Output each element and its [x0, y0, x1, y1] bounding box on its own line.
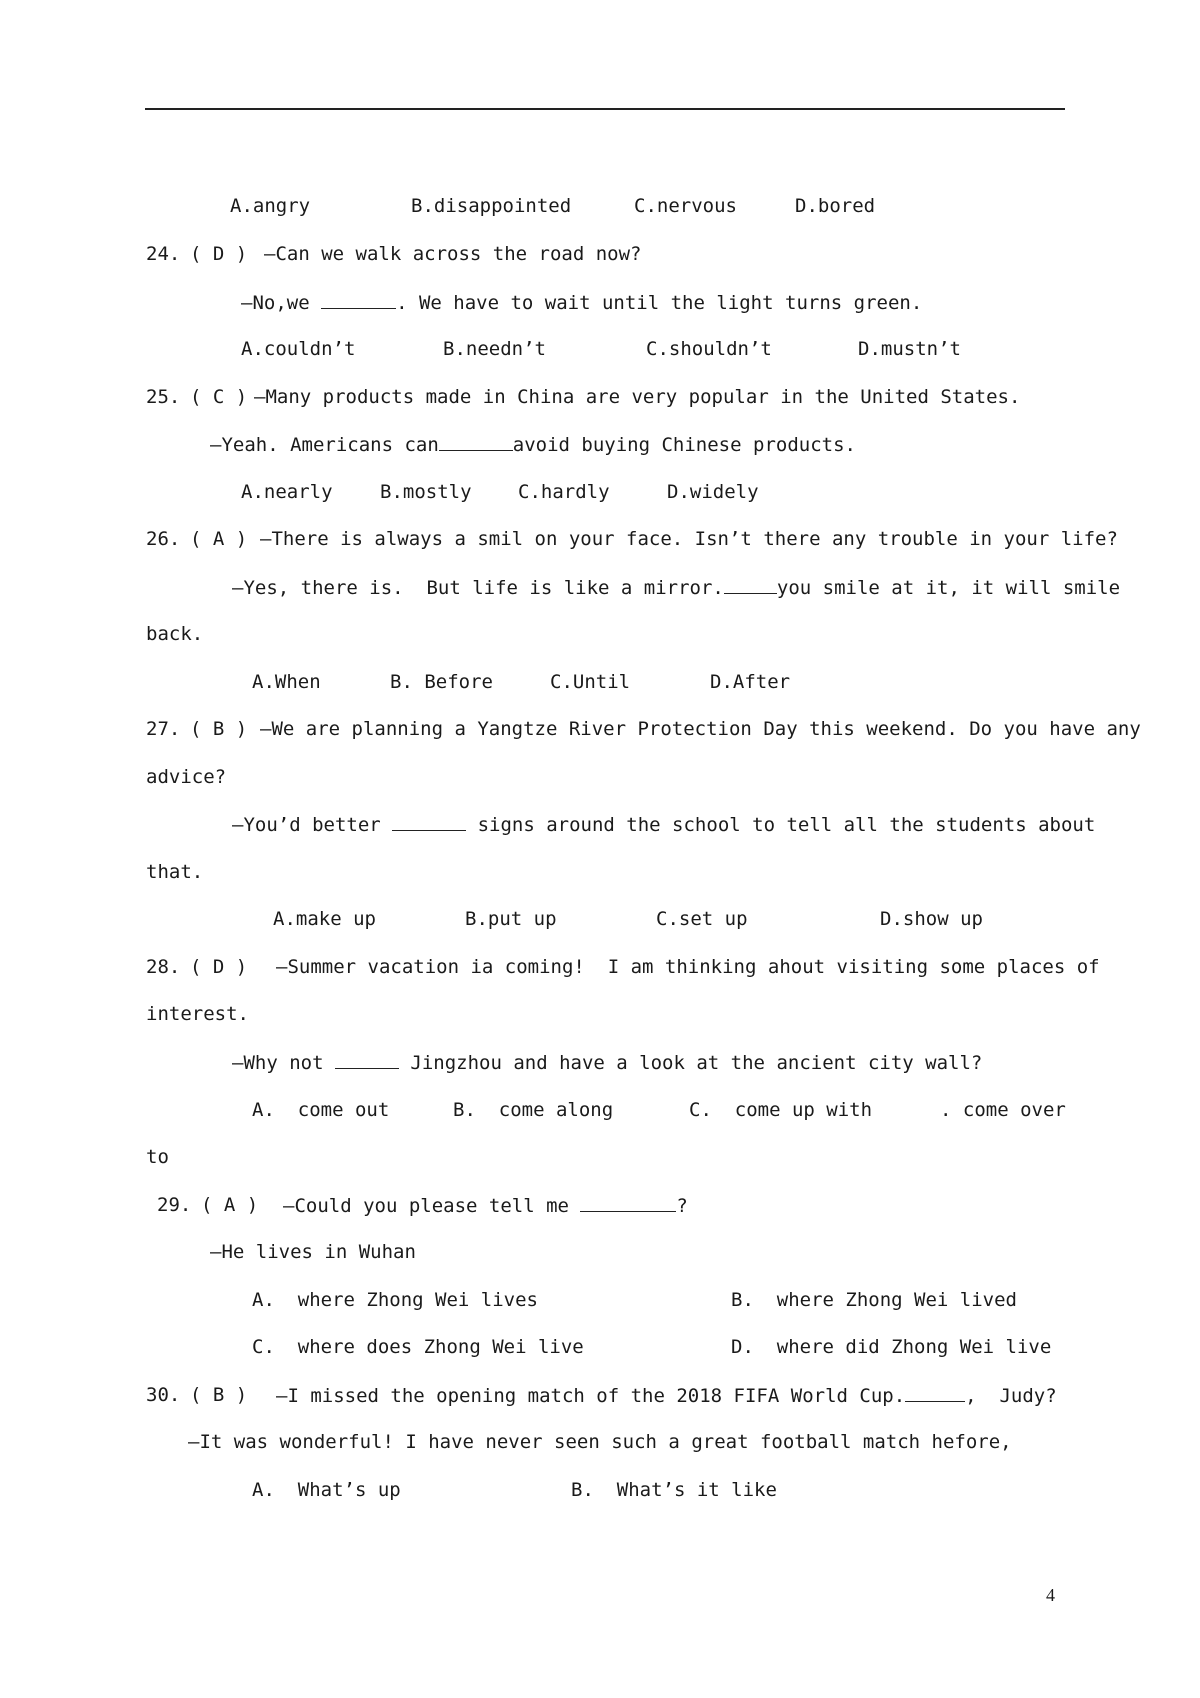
q27-option-b: B.put up [465, 908, 557, 930]
q25-reply: —Yeah. Americans can avoid buying Chinese products. [210, 434, 856, 456]
q29-option-b: B. where Zhong Wei lived [731, 1289, 1017, 1311]
q30-reply: —It was wonderful! I have never seen such a great football match hefore, [188, 1431, 1012, 1453]
q28-option-d: . come over [940, 1099, 1066, 1121]
q24-option-a: A.couldn’t [241, 338, 356, 360]
q25-option-a: A.nearly [241, 481, 333, 503]
q27-option-c: C.set up [656, 908, 748, 930]
q27-option-d: D.show up [880, 908, 983, 930]
q24-number: 24. [146, 243, 181, 265]
q26-option-b: B. Before [390, 671, 493, 693]
q29-option-a: A. where Zhong Wei lives [252, 1289, 538, 1311]
q29-number: 29. [157, 1194, 192, 1216]
q26-option-d: D.After [710, 671, 791, 693]
q25-option-d: D.widely [667, 481, 759, 503]
q28-option-d-continued: to [146, 1146, 169, 1168]
q26-reply-continued: back. [146, 623, 204, 645]
q26-blank [724, 575, 777, 594]
q25-blank [439, 432, 513, 451]
q27-reply: —You’d better signs around the school to tell all the students about [232, 814, 1096, 836]
q29-question: —Could you please tell me ? [283, 1195, 688, 1217]
q29-answer: ( A ) [201, 1194, 259, 1216]
q24-reply: —No,we . We have to wait until the light turns green. [241, 292, 923, 314]
q25-number: 25. [146, 386, 181, 408]
q23-option-b: B.disappointed [411, 195, 572, 217]
q28-blank [335, 1050, 399, 1069]
q28-option-c: C. come up with [689, 1099, 873, 1121]
header-rule [145, 108, 1065, 110]
q26-option-a: A.When [252, 671, 321, 693]
q25-answer: ( C ) [190, 386, 248, 408]
q26-number: 26. [146, 528, 181, 550]
q30-option-b: B. What’s it like [571, 1479, 777, 1501]
q24-question: —Can we walk across the road now? [264, 243, 642, 265]
q27-answer: ( B ) [190, 718, 248, 740]
q26-reply: —Yes, there is. But life is like a mirror. you smile at it, it will smile [232, 577, 1121, 599]
q26-question: —There is always a smil on your face. Isn’t there any trouble in your life? [260, 528, 1118, 550]
q28-option-a: A. come out [252, 1099, 390, 1121]
q29-option-d: D. where did Zhong Wei live [731, 1336, 1052, 1358]
page-number: 4 [1046, 1585, 1055, 1605]
q28-number: 28. [146, 956, 181, 978]
q28-option-b: B. come along [453, 1099, 614, 1121]
q30-number: 30. [146, 1384, 181, 1406]
q27-option-a: A.make up [273, 908, 376, 930]
q28-reply: —Why not Jingzhou and have a look at the ancient city wall? [232, 1052, 983, 1074]
q27-question: —We are planning a Yangtze River Protection Day this weekend. Do you have any [260, 718, 1141, 740]
q24-option-d: D.mustn’t [858, 338, 961, 360]
q28-question: —Summer vacation ia coming! I am thinking ahout visiting some places of [276, 956, 1100, 978]
q30-answer: ( B ) [190, 1384, 248, 1406]
q26-option-c: C.Until [550, 671, 631, 693]
q27-blank [392, 812, 466, 831]
q28-question-continued: interest. [146, 1003, 249, 1025]
q24-answer: ( D ) [190, 243, 248, 265]
q25-option-b: B.mostly [380, 481, 472, 503]
q25-option-c: C.hardly [518, 481, 610, 503]
q27-number: 27. [146, 718, 181, 740]
q24-blank [321, 290, 396, 309]
q27-reply-continued: that. [146, 861, 204, 883]
q23-option-d: D.bored [795, 195, 876, 217]
q25-question: —Many products made in China are very popular in the United States. [254, 386, 1021, 408]
q27-question-continued: advice? [146, 766, 227, 788]
q29-blank [580, 1193, 676, 1212]
q29-reply: —He lives in Wuhan [210, 1241, 416, 1263]
q30-question: —I missed the opening match of the 2018 FIFA World Cup. , Judy? [276, 1385, 1057, 1407]
q24-option-c: C.shouldn’t [646, 338, 772, 360]
q23-option-c: C.nervous [634, 195, 737, 217]
q30-blank [905, 1383, 965, 1402]
q30-option-a: A. What’s up [252, 1479, 401, 1501]
q26-answer: ( A ) [190, 528, 248, 550]
q29-option-c: C. where does Zhong Wei live [252, 1336, 584, 1358]
q28-answer: ( D ) [190, 956, 248, 978]
q24-option-b: B.needn’t [443, 338, 546, 360]
q23-option-a: A.angry [230, 195, 311, 217]
